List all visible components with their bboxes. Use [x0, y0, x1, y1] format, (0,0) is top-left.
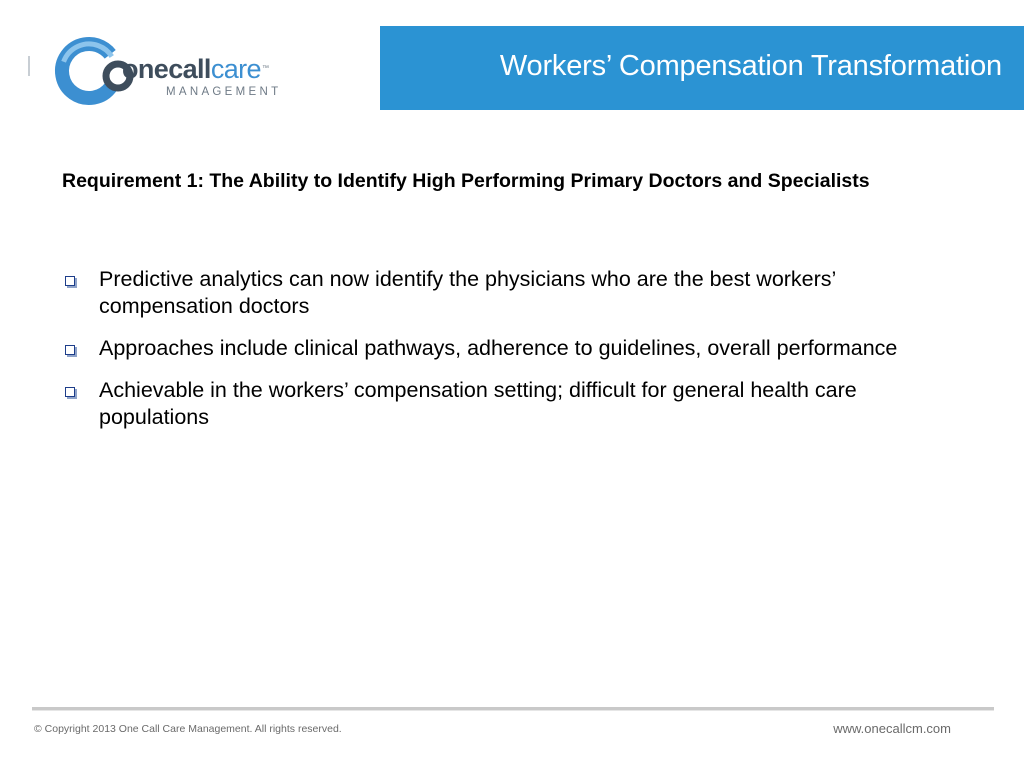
- requirement-heading: Requirement 1: The Ability to Identify High Performing Primary Doctors and Specialists: [62, 170, 870, 192]
- bullet-text: Approaches include clinical pathways, adherence to guidelines, overall performance: [99, 336, 898, 360]
- slide-title: Workers’ Compensation Transformation: [499, 50, 1002, 82]
- bullet-item: [62, 266, 972, 320]
- title-bar: [380, 26, 1024, 110]
- logo-subtitle: MANAGEMENT: [166, 86, 282, 98]
- logo-word-call: call: [168, 54, 211, 84]
- trademark-mark: ™: [261, 65, 269, 72]
- square-bullet-icon: [65, 387, 75, 397]
- copyright-notice: © Copyright 2013 One Call Care Management. All rights reserved.: [34, 723, 342, 735]
- square-bullet-icon: [65, 276, 75, 286]
- square-bullet-icon: [65, 345, 75, 355]
- logo-word-one: one: [122, 54, 169, 84]
- company-logo: [24, 30, 314, 110]
- bullet-list: [62, 266, 972, 446]
- logo-wordmark: [122, 54, 268, 84]
- bullet-text: Predictive analytics can now identify the physicians who are the best workers’ compensation doctors: [99, 267, 836, 318]
- bullet-item: [62, 377, 972, 431]
- website-url: www.onecallcm.com: [833, 721, 951, 736]
- logo-word-care: care: [210, 54, 261, 84]
- bullet-text: Achievable in the workers’ compensation setting; difficult for general health care populations: [99, 378, 857, 429]
- bullet-item: [62, 335, 972, 362]
- footer-divider: [32, 707, 994, 710]
